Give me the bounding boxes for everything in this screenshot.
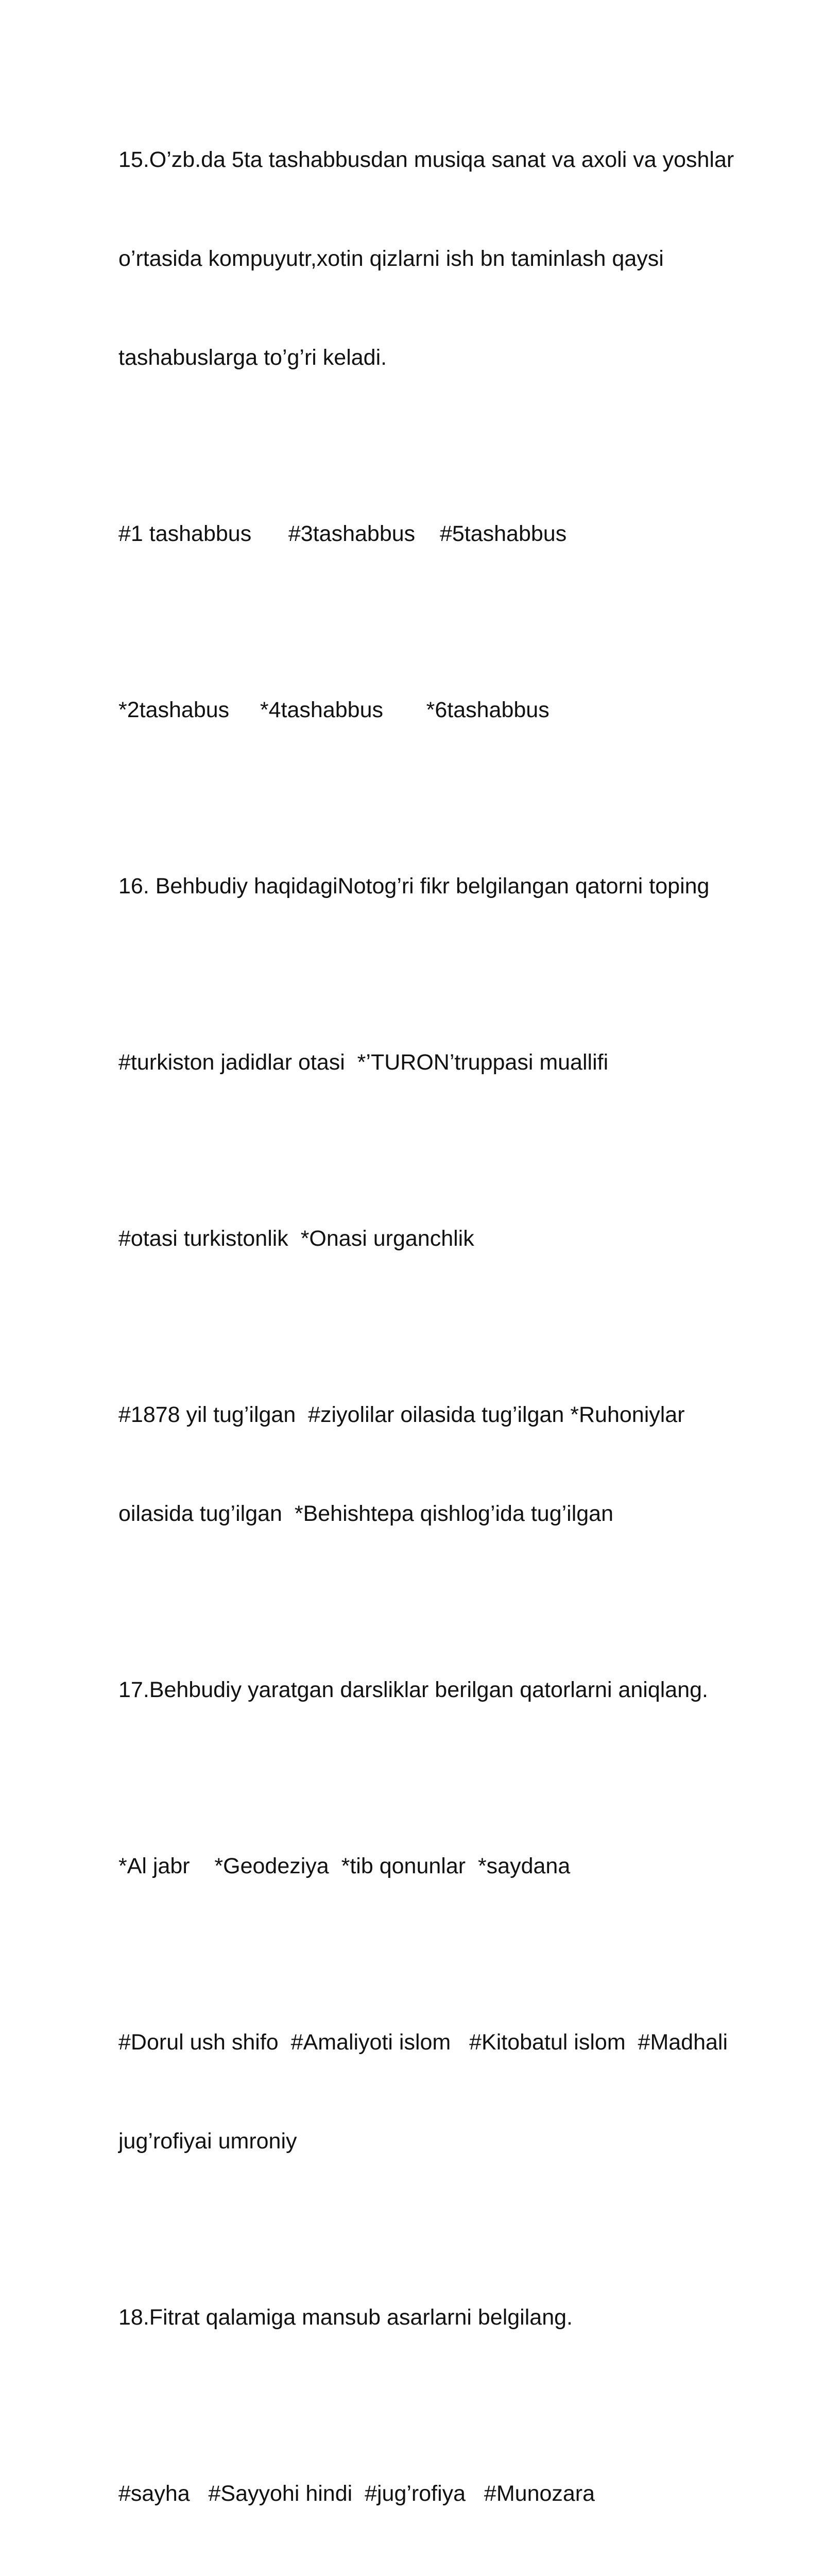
options-text: #otasi turkistonlik *Onasi urganchlik: [118, 1226, 474, 1251]
question-16-line-1: 16. Behbudiy haqidagiNotog’ri fikr belgilangan qatorni toping: [118, 874, 710, 899]
question-17: [118, 1607, 788, 1772]
options-text: #1 tashabbus #3tashabbus #5tashabbus: [118, 521, 567, 546]
question-18-line-1: 18.Fitrat qalamiga mansub asarlarni belgilang.: [118, 2305, 573, 2330]
options-text-line-2: jug’rofiyai umroniy: [118, 2129, 297, 2154]
question-16-options-row-3: [118, 1332, 788, 1596]
options-text: *Al jabr *Geodeziya *tib qonunlar *saydana: [118, 1854, 571, 1878]
document-body: [118, 77, 788, 2576]
question-15-line-2: o’rtasida kompuyutr,xotin qizlarni ish bn taminlash qaysi: [118, 246, 664, 271]
question-18: [118, 2235, 788, 2400]
question-17-line-1: 17.Behbudiy yaratgan darsliklar berilgan qatorlarni aniqlang.: [118, 1677, 709, 1702]
options-text-line-1: #Dorul ush shifo #Amaliyoti islom #Kitobatul islom #Madhali: [118, 2030, 728, 2055]
question-15-line-3: tashabuslarga to’g’ri keladi.: [118, 345, 387, 370]
question-17-options-row-1: [118, 1784, 788, 1948]
options-text: #sayha #Sayyohi hindi #jug’rofiya #Munozara: [118, 2481, 595, 2506]
question-17-options-row-2: [118, 1960, 788, 2224]
question-15-options-row-2: [118, 628, 788, 792]
question-15: [118, 77, 788, 440]
options-text-line-1: #1878 yil tug’ilgan #ziyolilar oilasida tug’ilgan *Ruhoniylar: [118, 1402, 685, 1427]
options-text: #turkiston jadidlar otasi *’TURON’truppasi muallifi: [118, 1050, 609, 1075]
question-15-line-1: 15.O’zb.da 5ta tashabbusdan musiqa sanat va axoli va yoshlar: [118, 147, 734, 172]
question-16-options-row-1: [118, 980, 788, 1145]
question-15-options-row-1: [118, 451, 788, 616]
question-16-options-row-2: [118, 1156, 788, 1321]
options-text: *2tashabus *4tashabbus *6tashabbus: [118, 698, 550, 722]
question-18-options-row-1: [118, 2411, 788, 2576]
question-16: [118, 804, 788, 969]
options-text-line-2: oilasida tug’ilgan *Behishtepa qishlog’ida tug’ilgan: [118, 1501, 614, 1526]
